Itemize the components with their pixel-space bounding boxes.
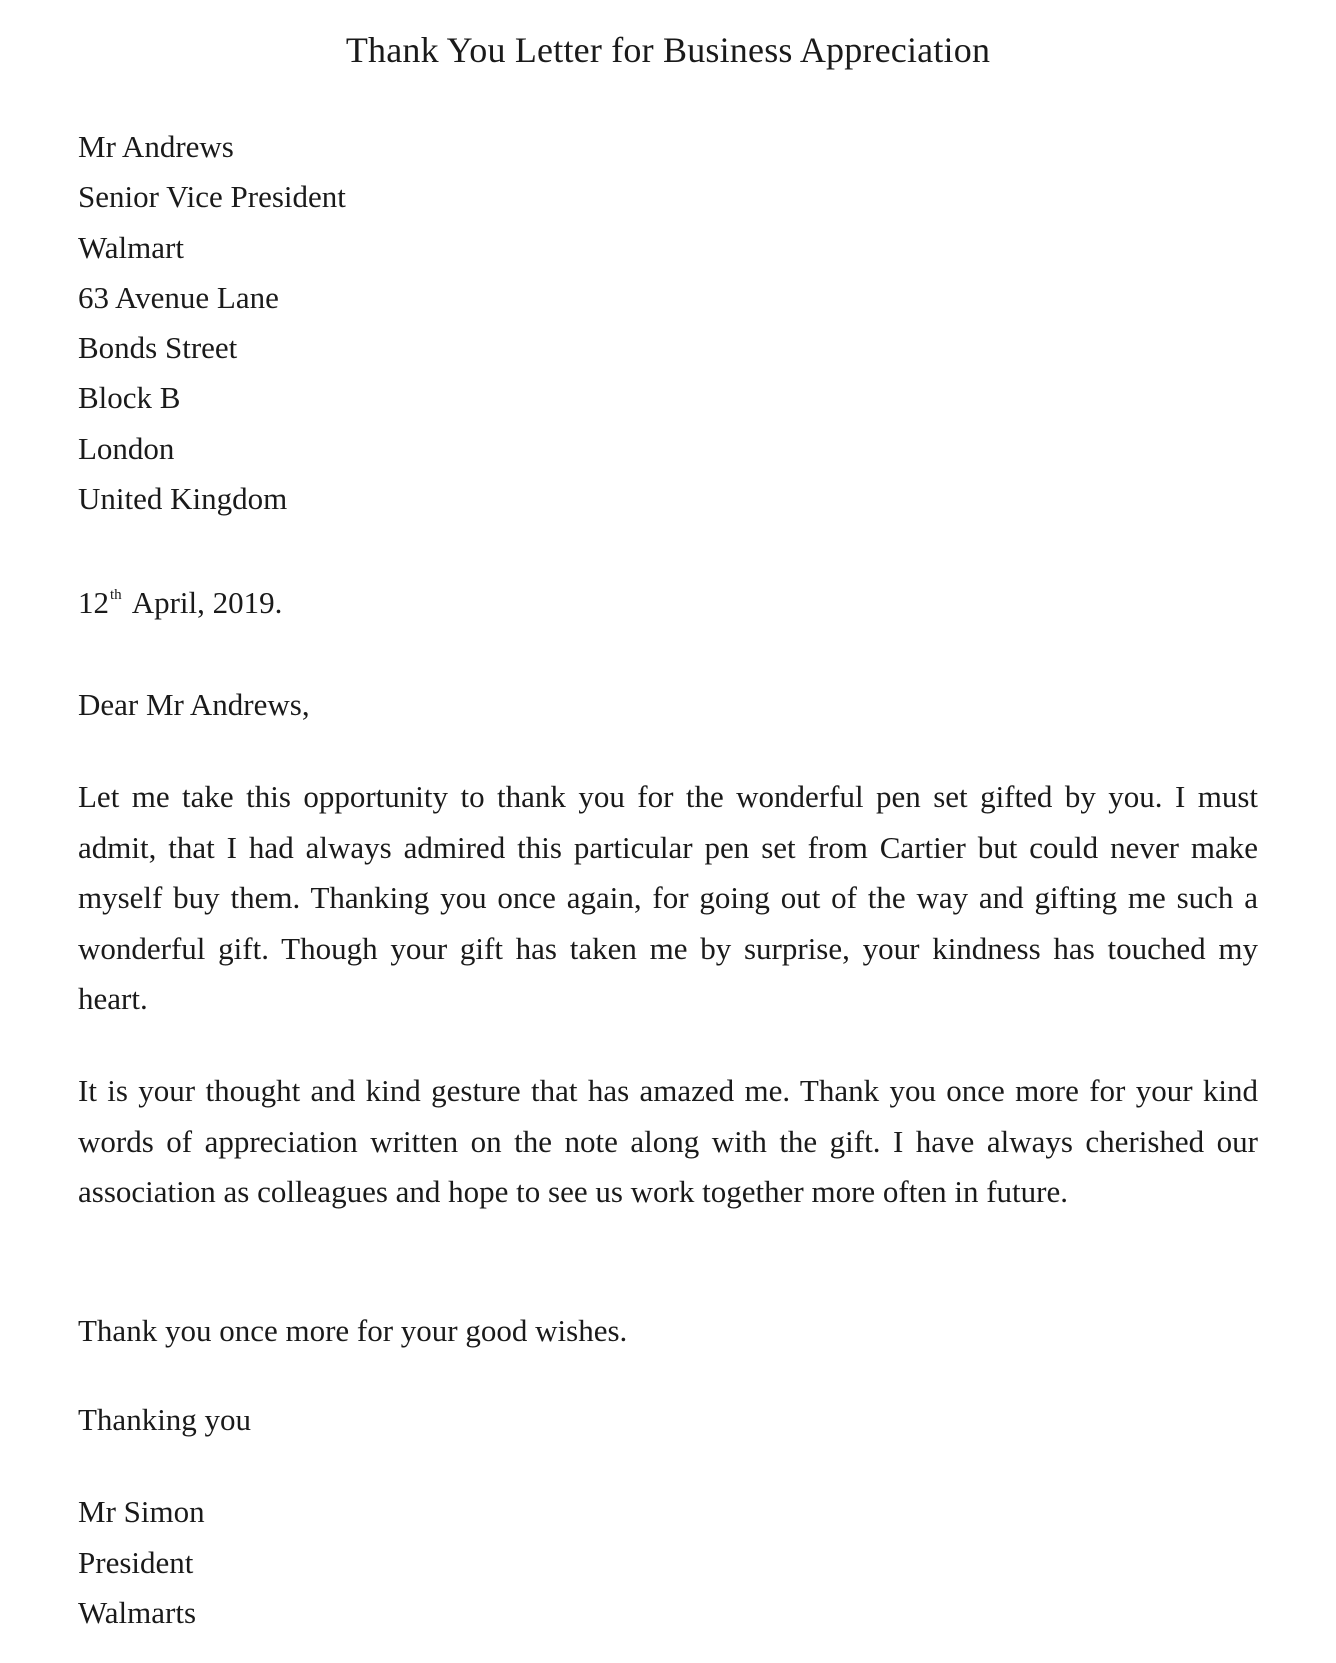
recipient-company: Walmart: [78, 229, 184, 265]
letter-title: Thank You Letter for Business Appreciation: [345, 30, 991, 70]
sender-position: President: [78, 1544, 194, 1580]
recipient-address-block: [78, 122, 678, 524]
body-paragraph-2: It is your thought and kind gesture that has amazed me. Thank you once more for your kind words of appreciation written on the note along with the gift. I have always cherished our association as colleagues and hope to see us work together more often in future.: [78, 1073, 1258, 1209]
closing-line: Thank you once more for your good wishes.: [78, 1313, 628, 1348]
body-paragraph-1: Let me take this opportunity to thank you for the wonderful pen set gifted by you. I must admit, that I had always admired this particular pen set from Cartier but could never make myself buy them. Thanking you once again, for going out of the way and gifting me such a wonderful gift. Though your gift has taken me by surprise, your kindness has touched my heart.: [78, 779, 1258, 1016]
date-day-suffix: th: [110, 587, 122, 603]
date-rest: April, 2019.: [125, 585, 283, 620]
recipient-name: Mr Andrews: [78, 129, 234, 164]
recipient-address-line3: Block B: [78, 380, 181, 416]
signoff: Thanking you: [78, 1402, 252, 1437]
salutation: Dear Mr Andrews,: [78, 687, 310, 722]
sender-company: Walmarts: [78, 1595, 197, 1630]
sender-name: Mr Simon: [78, 1494, 205, 1529]
recipient-address-line1: 63 Avenue Lane: [78, 279, 279, 315]
recipient-city: London: [78, 430, 175, 466]
recipient-address-line2: Bonds Street: [78, 330, 238, 366]
sender-signature-block: [78, 1487, 205, 1639]
date-day: 12: [78, 585, 109, 620]
recipient-country: United Kingdom: [78, 481, 288, 517]
recipient-position: Senior Vice President: [78, 179, 346, 215]
letter-date: [78, 581, 282, 631]
